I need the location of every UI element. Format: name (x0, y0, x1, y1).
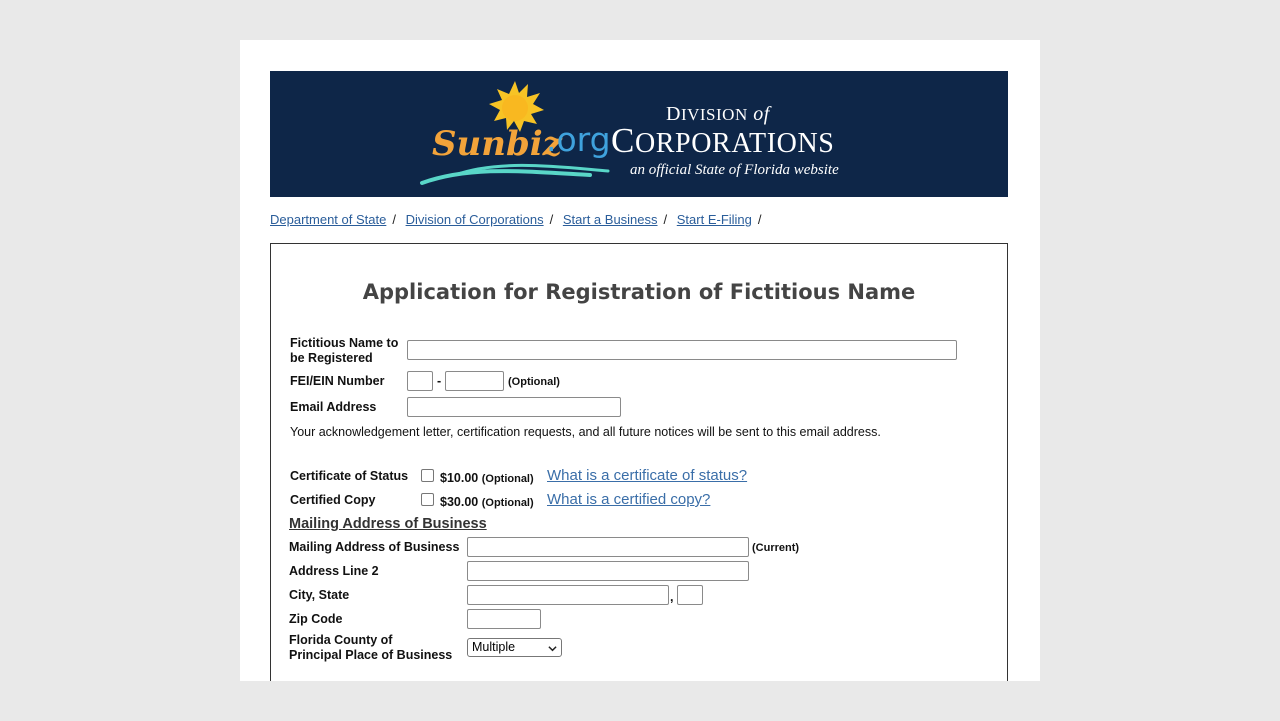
fictitious-name-input[interactable] (407, 340, 957, 360)
breadcrumb-division-of-corporations[interactable]: Division of Corporations (405, 212, 544, 227)
chevron-down-icon (548, 644, 557, 653)
fei-number-input[interactable] (445, 371, 504, 391)
mailing-address-input[interactable] (467, 537, 749, 557)
svg-text:Sunbiz: Sunbiz (432, 124, 562, 164)
address-line-2-label: Address Line 2 (289, 564, 379, 578)
county-label: Florida County of Principal Place of Business (289, 633, 453, 662)
fei-dash: - (437, 374, 442, 388)
certified-copy-checkbox[interactable] (421, 493, 434, 506)
certificate-of-status-price: $10.00 (Optional) (440, 471, 534, 485)
state-input[interactable] (677, 585, 703, 605)
certificate-of-status-label: Certificate of Status (290, 469, 409, 483)
address-line-2-input[interactable] (467, 561, 749, 581)
svg-text:.org: .org (546, 120, 611, 159)
city-input[interactable] (467, 585, 669, 605)
form-title: Application for Registration of Fictitious Name (362, 280, 916, 304)
fictitious-name-label: Fictitious Name to be Registered (290, 336, 399, 365)
county-select-value: Multiple (472, 640, 516, 654)
application-form (270, 243, 1008, 681)
breadcrumb-start-e-filing[interactable]: Start E-Filing (676, 212, 752, 227)
sunbiz-banner[interactable] (270, 71, 1008, 197)
mailing-address-label: Mailing Address of Business (289, 540, 460, 554)
email-note: Your acknowledgement letter, certification requests, and all future notices will be sent to this email address. (290, 425, 881, 439)
email-label: Email Address (290, 400, 377, 414)
zip-code-input[interactable] (467, 609, 541, 629)
certificate-of-status-checkbox[interactable] (421, 469, 434, 482)
certified-copy-help-link[interactable]: What is a certified copy? (547, 491, 711, 508)
email-input[interactable] (407, 397, 621, 417)
certified-copy-label: Certified Copy (290, 493, 376, 507)
county-select[interactable] (467, 638, 562, 657)
city-state-label: City, State (289, 588, 350, 602)
mailing-current-note: (Current) (752, 542, 800, 554)
banner-division: DIVISION of (666, 103, 770, 125)
certificate-of-status-help-link[interactable]: What is a certificate of status? (547, 467, 748, 484)
page-panel (240, 40, 1040, 681)
fei-prefix-input[interactable] (407, 371, 433, 391)
breadcrumb-start-a-business[interactable]: Start a Business (562, 212, 658, 227)
city-state-comma: , (670, 590, 674, 604)
fei-optional-note: (Optional) (508, 376, 560, 388)
breadcrumb: Department of State / Division of Corporations / Start a Business / Start E-Filing / (270, 212, 762, 227)
zip-code-label: Zip Code (289, 612, 343, 626)
mailing-section-heading: Mailing Address of Business (289, 516, 487, 532)
banner-corporations: CORPORATIONS (611, 121, 835, 160)
certified-copy-price: $30.00 (Optional) (440, 495, 534, 509)
banner-tagline: an official State of Florida website (630, 162, 839, 178)
breadcrumb-department-of-state[interactable]: Department of State (270, 212, 387, 227)
fei-label: FEI/EIN Number (290, 374, 385, 388)
